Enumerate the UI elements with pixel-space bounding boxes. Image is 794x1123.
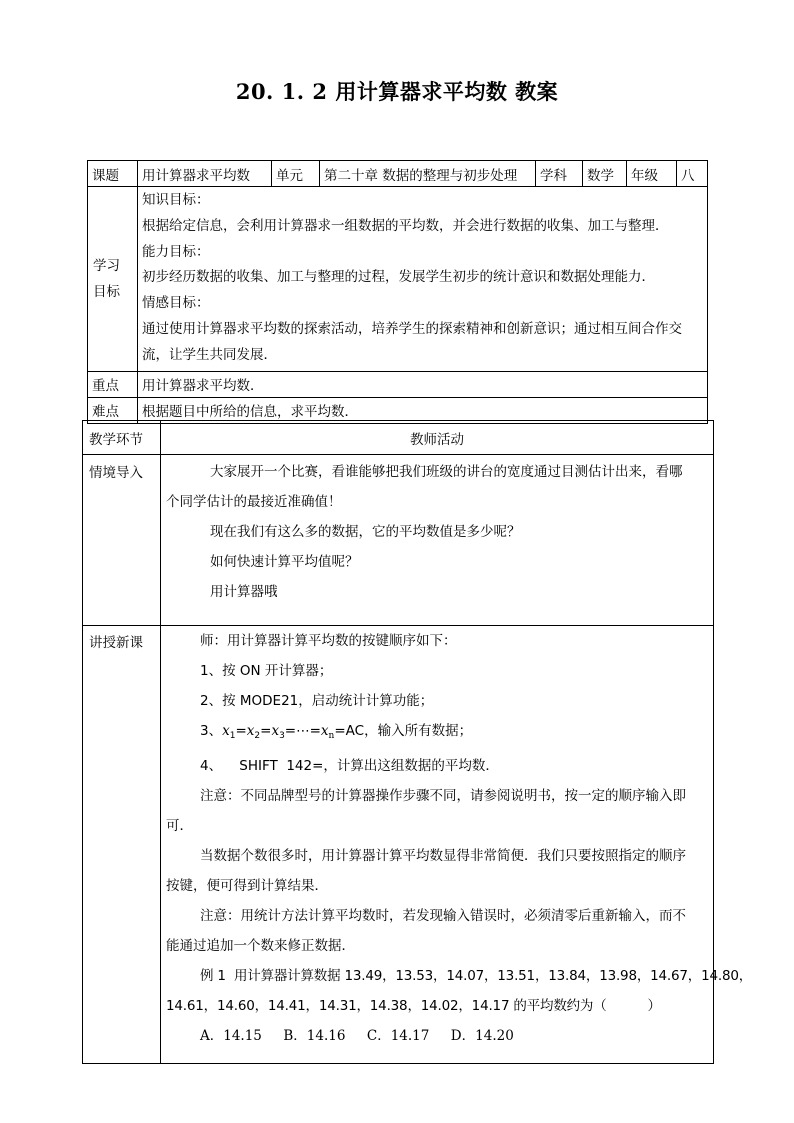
lesson-paragraph: 注意：用统计方法计算平均数时，若发现输入错误时，必须清零后重新输入，而不 xyxy=(200,908,686,924)
goals-label xyxy=(88,187,138,372)
formula-var: x xyxy=(222,723,230,739)
intro-paragraph: 个同学估计的最接近准确值！ xyxy=(166,494,342,510)
topic-label: 课题 xyxy=(88,161,138,187)
difficulty-label: 难点 xyxy=(88,397,138,423)
goal-line: 情感目标： xyxy=(142,295,210,312)
goals-label-line: 学习 xyxy=(93,257,120,274)
lesson-paragraph: 可． xyxy=(166,818,193,834)
unit-value: 第二十章 数据的整理与初步处理 xyxy=(320,161,536,187)
key-point-value: 用计算器求平均数． xyxy=(138,371,708,397)
lesson-label: 讲授新课 xyxy=(83,626,161,1064)
lesson-paragraph: 注意：不同品牌型号的计算器操作步骤不同，请参阅说明书，按一定的顺序输入即 xyxy=(200,788,686,804)
key-point-label: 重点 xyxy=(88,371,138,397)
formula-prefix: 3、 xyxy=(200,723,223,739)
formula-sub: 1 xyxy=(229,731,236,741)
header-stage: 教学环节 xyxy=(83,421,161,455)
goal-line: 知识目标： xyxy=(142,192,210,208)
lesson-formula xyxy=(161,716,713,751)
lesson-content xyxy=(161,626,753,1064)
example-paragraph: 例 1 用计算器计算数据 13.49，13.53，14.07，13.51，13.84，13.98，14.67，14.80， xyxy=(200,968,753,984)
grade-label: 年级 xyxy=(627,161,677,187)
teaching-process-table xyxy=(82,420,753,1064)
formula-sub: 2 xyxy=(254,731,261,741)
difficulty-value: 根据题目中所给的信息，求平均数． xyxy=(138,397,708,423)
goal-line: 能力目标： xyxy=(142,243,210,260)
intro-paragraph: 大家展开一个比赛，看谁能够把我们班级的讲台的宽度通过目测估计出来，看哪 xyxy=(210,464,683,480)
lesson-paragraph: 能通过追加一个数来修正数据． xyxy=(166,938,355,954)
intro-content xyxy=(161,455,714,626)
goal-line: 流，让学生共同发展． xyxy=(142,346,277,363)
intro-paragraph: 用计算器哦 xyxy=(210,584,278,600)
goal-line: 初步经历数据的收集、加工与整理的过程，发展学生初步的统计意识和数据处理能力． xyxy=(142,269,655,286)
unit-label: 单元 xyxy=(272,161,320,187)
formula-middle: =⋯= xyxy=(284,723,321,739)
goals-content xyxy=(138,187,708,372)
document-title: 20. 1. 2 用计算器求平均数 教案 xyxy=(235,79,559,104)
lesson-paragraph: 4、 SHIFT 142=，计算出这组数据的平均数． xyxy=(200,758,499,774)
lesson-paragraph: 1、按 ON 开计算器； xyxy=(200,663,333,679)
example-options: A．14.15 B．14.16 C．14.17 D．14.20 xyxy=(200,1028,514,1044)
formula-equals: = xyxy=(260,723,272,739)
topic-value: 用计算器求平均数 xyxy=(138,161,272,187)
formula-var: x xyxy=(246,723,255,739)
lesson-paragraph: 2、按 MODE21，启动统计计算功能； xyxy=(200,693,434,709)
formula-var: x xyxy=(271,723,280,739)
lesson-paragraph: 师：用计算器计算平均数的按键顺序如下： xyxy=(200,633,457,649)
formula-sub: n xyxy=(328,731,335,741)
example-paragraph: 14.61，14.60，14.41，14.31，14.38，14.02，14.17 的平均数约为（ ） xyxy=(166,998,661,1014)
formula-equals: = xyxy=(235,723,247,739)
header-activity: 教师活动 xyxy=(161,421,714,455)
goal-line: 通过使用计算器求平均数的探索活动，培养学生的探索精神和创新意识；通过相互间合作交 xyxy=(142,320,682,337)
course-info-table xyxy=(87,160,708,424)
subject-value: 数学 xyxy=(583,161,627,187)
intro-paragraph: 现在我们有这么多的数据，它的平均数值是多少呢？ xyxy=(210,524,521,540)
goal-line: 根据给定信息，会利用计算器求一组数据的平均数，并会进行数据的收集、加工与整理． xyxy=(142,217,669,234)
lesson-paragraph: 当数据个数很多时，用计算器计算平均数显得非常简便．我们只要按照指定的顺序 xyxy=(200,848,686,864)
formula-sub: 3 xyxy=(279,731,285,741)
grade-value: 八 xyxy=(677,161,708,187)
lesson-paragraph: 按键，便可得到计算结果． xyxy=(166,878,328,894)
intro-label: 情境导入 xyxy=(83,455,161,626)
subject-label: 学科 xyxy=(536,161,583,187)
goals-label-line: 目标 xyxy=(93,283,120,300)
formula-suffix: =AC，输入所有数据； xyxy=(334,723,473,739)
intro-paragraph: 如何快速计算平均值呢？ xyxy=(210,554,359,570)
formula-var: x xyxy=(320,723,329,739)
